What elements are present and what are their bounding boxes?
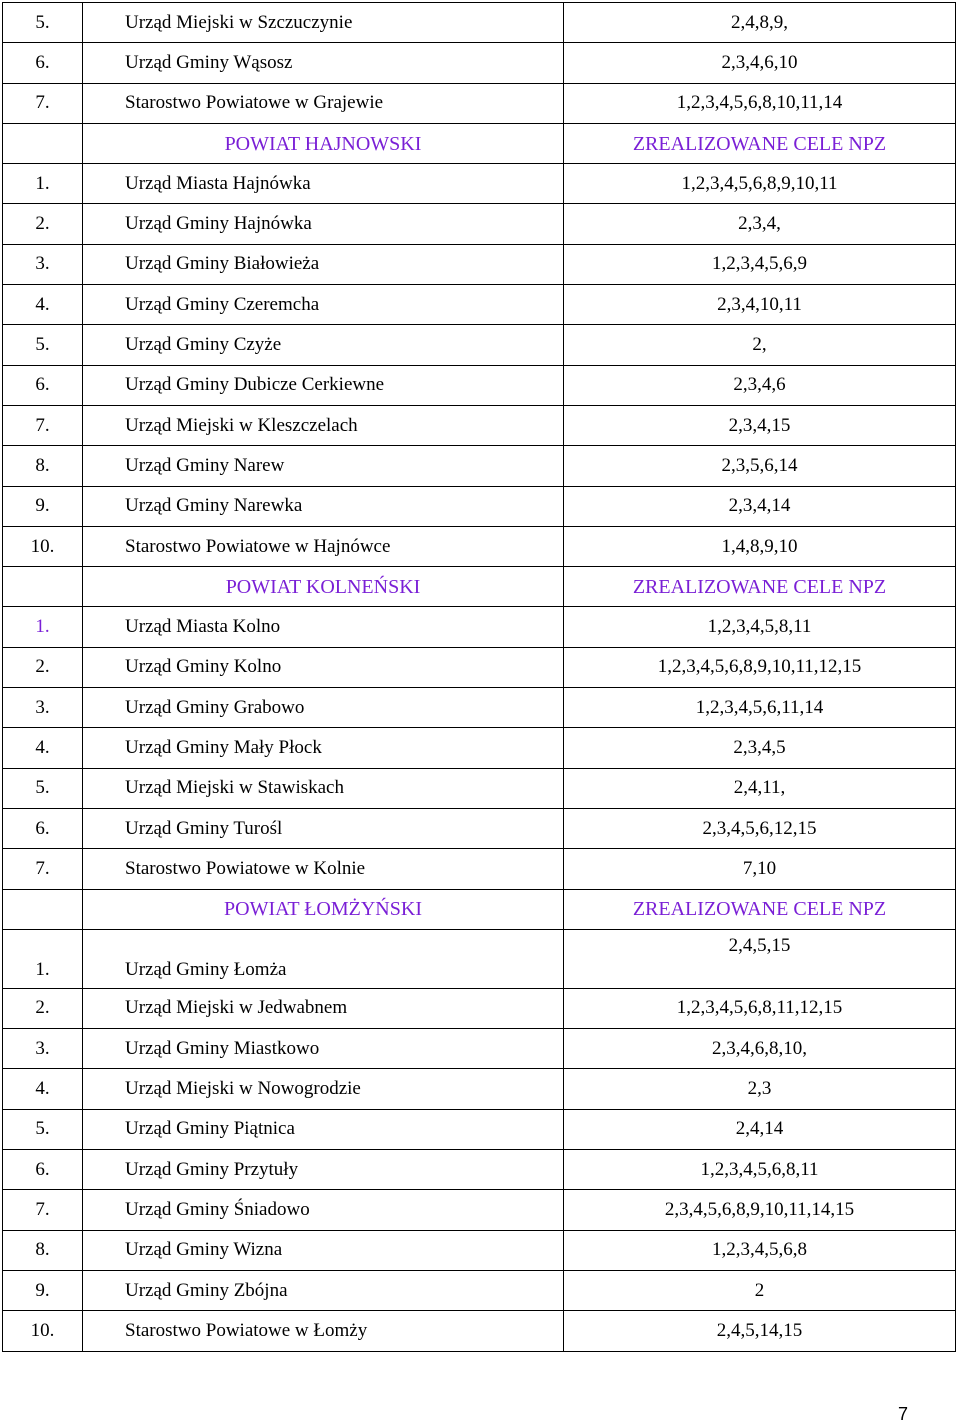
row-number: 1.	[3, 929, 83, 988]
goal-codes: 2,3,4,6,8,10,	[564, 1029, 956, 1069]
goal-codes: 1,2,3,4,5,6,8,11,12,15	[564, 988, 956, 1028]
row-number: 6.	[3, 808, 83, 848]
office-name: Urząd Gminy Czyże	[83, 325, 564, 365]
table-row	[3, 405, 956, 445]
goal-codes: 1,2,3,4,5,6,11,14	[564, 688, 956, 728]
row-number: 2.	[3, 988, 83, 1028]
goals-column-header: ZREALIZOWANE CELE NPZ	[564, 123, 956, 163]
office-name: Urząd Gminy Grabowo	[83, 688, 564, 728]
goal-codes: 2,4,8,9,	[564, 3, 956, 43]
row-number: 5.	[3, 768, 83, 808]
goal-codes: 1,2,3,4,5,6,8	[564, 1230, 956, 1270]
goal-codes: 2,3,4,6,10	[564, 43, 956, 83]
row-number: 3.	[3, 1029, 83, 1069]
table-row	[3, 1069, 956, 1109]
office-name: Starostwo Powiatowe w Hajnówce	[83, 526, 564, 566]
county-header-row	[3, 567, 956, 607]
table-row	[3, 768, 956, 808]
row-number: 1.	[3, 164, 83, 204]
row-number: 7.	[3, 405, 83, 445]
table-row	[3, 1270, 956, 1310]
county-name: POWIAT ŁOMŻYŃSKI	[83, 889, 564, 929]
office-name: Urząd Gminy Czeremcha	[83, 285, 564, 325]
office-name: Urząd Gminy Narew	[83, 446, 564, 486]
office-name: Starostwo Powiatowe w Łomży	[83, 1311, 564, 1351]
goal-codes: 2,3	[564, 1069, 956, 1109]
table-row	[3, 988, 956, 1028]
table-row	[3, 1230, 956, 1270]
table-row	[3, 446, 956, 486]
goal-codes: 2,	[564, 325, 956, 365]
office-name: Urząd Miejski w Kleszczelach	[83, 405, 564, 445]
row-number: 3.	[3, 244, 83, 284]
row-number: 7.	[3, 1190, 83, 1230]
goal-codes: 2,3,4,5,6,8,9,10,11,14,15	[564, 1190, 956, 1230]
office-name: Urząd Miejski w Stawiskach	[83, 768, 564, 808]
county-name: POWIAT HAJNOWSKI	[83, 123, 564, 163]
row-number: 4.	[3, 285, 83, 325]
table-row	[3, 3, 956, 43]
goal-codes: 1,2,3,4,5,6,9	[564, 244, 956, 284]
goal-codes: 2,4,5,14,15	[564, 1311, 956, 1351]
row-number: 8.	[3, 446, 83, 486]
county-header-row	[3, 123, 956, 163]
table-row	[3, 929, 956, 988]
table-row	[3, 285, 956, 325]
goal-codes: 1,2,3,4,5,6,8,9,10,11,12,15	[564, 647, 956, 687]
row-number: 6.	[3, 1150, 83, 1190]
office-name: Urząd Gminy Śniadowo	[83, 1190, 564, 1230]
table-row	[3, 1190, 956, 1230]
table-row	[3, 244, 956, 284]
row-number: 5.	[3, 325, 83, 365]
row-number: 3.	[3, 688, 83, 728]
row-number: 7.	[3, 83, 83, 123]
row-number: 5.	[3, 3, 83, 43]
table-row	[3, 164, 956, 204]
office-name: Urząd Miejski w Nowogrodzie	[83, 1069, 564, 1109]
office-name: Urząd Gminy Piątnica	[83, 1109, 564, 1149]
row-number: 6.	[3, 365, 83, 405]
office-name: Starostwo Powiatowe w Grajewie	[83, 83, 564, 123]
office-name: Urząd Gminy Wizna	[83, 1230, 564, 1270]
row-number: 6.	[3, 43, 83, 83]
table-row	[3, 204, 956, 244]
row-number: 2.	[3, 647, 83, 687]
goal-codes: 1,2,3,4,5,6,8,11	[564, 1150, 956, 1190]
office-name: Urząd Miejski w Jedwabnem	[83, 988, 564, 1028]
table-row	[3, 808, 956, 848]
table-row	[3, 365, 956, 405]
goal-codes: 2,3,4,15	[564, 405, 956, 445]
county-header-number-cell	[3, 123, 83, 163]
goals-column-header: ZREALIZOWANE CELE NPZ	[564, 889, 956, 929]
goal-codes: 2,3,5,6,14	[564, 446, 956, 486]
office-name: Urząd Gminy Turośl	[83, 808, 564, 848]
goal-codes: 2,3,4,10,11	[564, 285, 956, 325]
goal-codes: 2,4,11,	[564, 768, 956, 808]
goal-codes: 7,10	[564, 849, 956, 889]
row-number: 4.	[3, 1069, 83, 1109]
office-name: Urząd Gminy Hajnówka	[83, 204, 564, 244]
row-number: 10.	[3, 526, 83, 566]
table-row	[3, 1150, 956, 1190]
page-number: 7	[897, 1404, 908, 1424]
table-row	[3, 1311, 956, 1351]
goal-codes: 1,2,3,4,5,6,8,9,10,11	[564, 164, 956, 204]
row-number: 9.	[3, 486, 83, 526]
office-name: Urząd Gminy Kolno	[83, 647, 564, 687]
row-number: 8.	[3, 1230, 83, 1270]
office-name: Urząd Miasta Kolno	[83, 607, 564, 647]
county-header-row	[3, 889, 956, 929]
goal-codes: 2,3,4,14	[564, 486, 956, 526]
office-name: Urząd Gminy Zbójna	[83, 1270, 564, 1310]
npz-goals-table	[2, 2, 956, 1352]
office-name: Urząd Gminy Mały Płock	[83, 728, 564, 768]
office-name: Urząd Miasta Hajnówka	[83, 164, 564, 204]
office-name: Urząd Miejski w Szczuczynie	[83, 3, 564, 43]
goal-codes: 2,3,4,5	[564, 728, 956, 768]
goal-codes: 2,3,4,5,6,12,15	[564, 808, 956, 848]
office-name: Urząd Gminy Łomża	[83, 929, 564, 988]
office-name: Urząd Gminy Miastkowo	[83, 1029, 564, 1069]
office-name: Urząd Gminy Wąsosz	[83, 43, 564, 83]
table-row	[3, 486, 956, 526]
row-number: 2.	[3, 204, 83, 244]
office-name: Urząd Gminy Dubicze Cerkiewne	[83, 365, 564, 405]
goal-codes: 2,4,14	[564, 1109, 956, 1149]
table-row	[3, 1109, 956, 1149]
office-name: Urząd Gminy Narewka	[83, 486, 564, 526]
table-row	[3, 849, 956, 889]
table-row	[3, 728, 956, 768]
table-row	[3, 647, 956, 687]
goals-column-header: ZREALIZOWANE CELE NPZ	[564, 567, 956, 607]
goal-codes: 1,2,3,4,5,6,8,10,11,14	[564, 83, 956, 123]
goal-codes: 1,2,3,4,5,8,11	[564, 607, 956, 647]
table-row	[3, 325, 956, 365]
row-number: 1.	[3, 607, 83, 647]
table-row	[3, 83, 956, 123]
table-row	[3, 688, 956, 728]
goal-codes: 1,4,8,9,10	[564, 526, 956, 566]
row-number: 9.	[3, 1270, 83, 1310]
row-number: 5.	[3, 1109, 83, 1149]
table-row	[3, 526, 956, 566]
goal-codes: 2,3,4,	[564, 204, 956, 244]
row-number: 7.	[3, 849, 83, 889]
office-name: Starostwo Powiatowe w Kolnie	[83, 849, 564, 889]
county-name: POWIAT KOLNEŃSKI	[83, 567, 564, 607]
goal-codes: 2,4,5,15	[564, 929, 956, 988]
county-header-number-cell	[3, 889, 83, 929]
goal-codes: 2	[564, 1270, 956, 1310]
table-row	[3, 43, 956, 83]
goal-codes: 2,3,4,6	[564, 365, 956, 405]
county-header-number-cell	[3, 567, 83, 607]
table-row	[3, 1029, 956, 1069]
row-number: 10.	[3, 1311, 83, 1351]
office-name: Urząd Gminy Białowieża	[83, 244, 564, 284]
table-row	[3, 607, 956, 647]
row-number: 4.	[3, 728, 83, 768]
office-name: Urząd Gminy Przytuły	[83, 1150, 564, 1190]
